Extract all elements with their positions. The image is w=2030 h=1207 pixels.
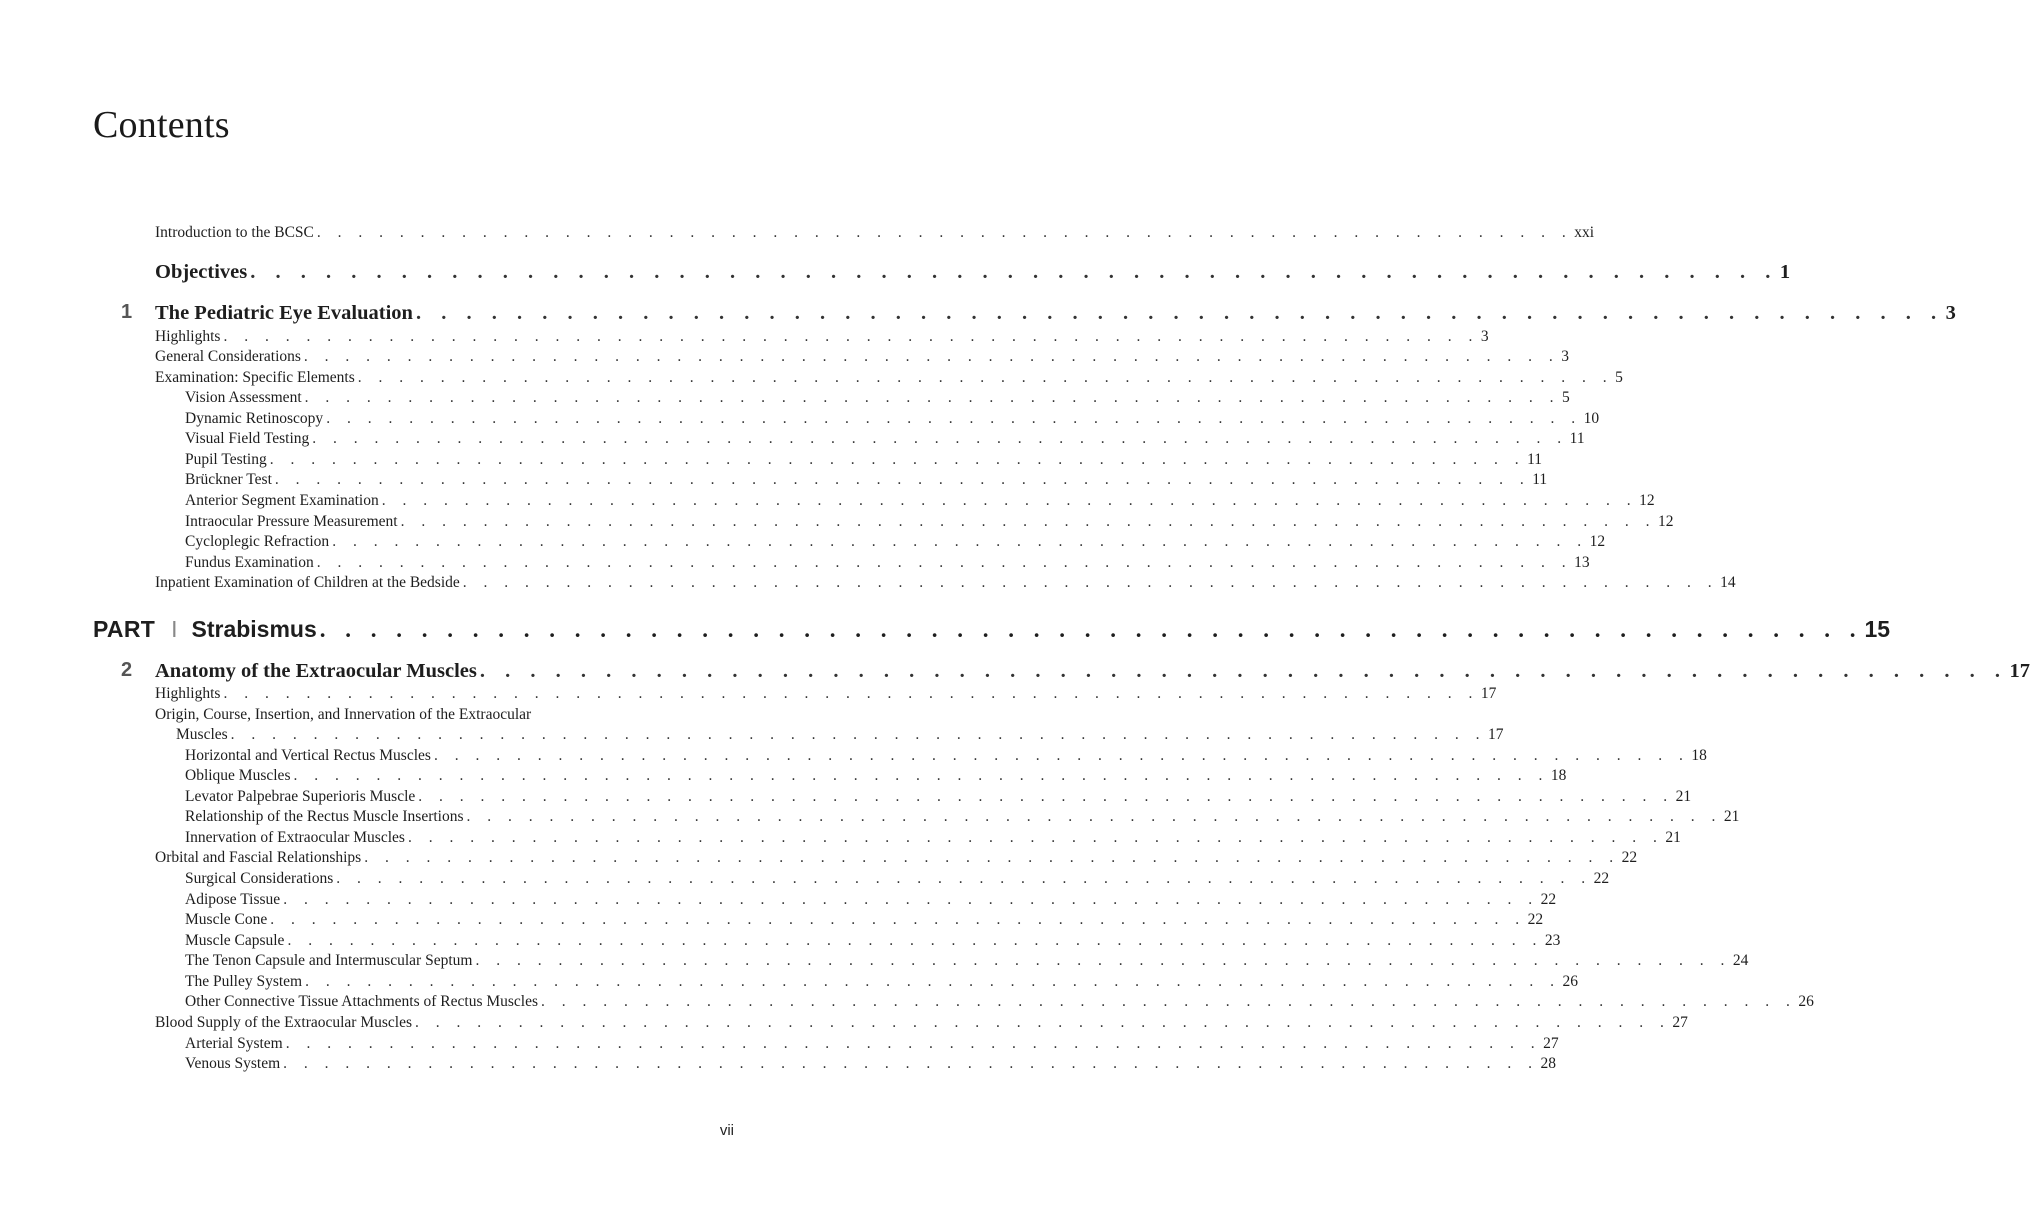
- dot-leader: . . . . . . . . . . . . . . . . . . . . . . . . . . . . . . . . . . . . . . . . . . . . . . . . . . . . . . . . . . . . .: [479, 660, 2008, 682]
- toc-entry-page: 17: [1488, 726, 1504, 743]
- toc-entry-page: 17: [1480, 685, 1497, 702]
- dot-leader: . . . . . . . . . . . . . . . . . . . . . . . . . . . . . . . . . . . . . . . . . . . . . . . . . . . . . . . . . . . . .: [312, 430, 1568, 447]
- dot-leader: . . . . . . . . . . . . . . . . . . . . . . . . . . . . . . . . . . . . . . . . . . . . . . . . . . . . . . . . . . . . .: [270, 911, 1526, 928]
- chapter-number: 1: [121, 301, 133, 323]
- toc-entry-page: 12: [1658, 513, 1674, 530]
- dot-leader: . . . . . . . . . . . . . . . . . . . . . . . . . . . . . . . . . . . . . . . . . . . . . . . . . . . . . . . . . . . . .: [283, 1055, 1539, 1072]
- toc-entry-text: The Tenon Capsule and Intermuscular Septum: [185, 952, 473, 969]
- dot-leader: . . . . . . . . . . . . . . . . . . . . . . . . . . . . . . . . . . . . . . . . . . . . . . . . . . . . . . . . . . . . .: [462, 574, 1719, 591]
- toc-entry-text: Introduction to the BCSC: [155, 224, 314, 241]
- toc-entry-page: 11: [1527, 451, 1543, 468]
- chapter-page: 17: [2009, 660, 2030, 682]
- dot-leader: . . . . . . . . . . . . . . . . . . . . . . . . . . . . . . . . . . . . . . . . . . . . . . . . . . . . . . . . . . . . .: [475, 952, 1731, 969]
- toc-entry-text: Objectives: [155, 261, 248, 283]
- toc-entry: [155, 1013, 1688, 1033]
- toc-subentry: [185, 553, 1590, 573]
- part-page: 15: [1864, 616, 1891, 642]
- toc-entry-page: 28: [1540, 1055, 1557, 1072]
- toc-entry-page: 12: [1639, 492, 1655, 509]
- toc-entry-text: Highlights: [155, 685, 221, 702]
- toc-entry-text: General Considerations: [155, 348, 301, 365]
- toc-entry-text: Examination: Specific Elements: [155, 369, 355, 386]
- toc-entry-page: 27: [1543, 1035, 1559, 1052]
- toc-entry-text: Dynamic Retinoscopy: [185, 410, 324, 427]
- dot-leader: . . . . . . . . . . . . . . . . . . . . . . . . . . . . . . . . . . . . . . . . . . . . . . . . . . . . . . . . . . . . .: [407, 829, 1664, 846]
- toc-chapter-heading: [155, 658, 2030, 684]
- dot-leader: . . . . . . . . . . . . . . . . . . . . . . . . . . . . . . . . . . . . . . . . . . . . . . . . . . . . . . . . . . . . .: [223, 328, 1479, 345]
- toc-subentry: [185, 1034, 1559, 1054]
- toc-entry: [155, 848, 1638, 868]
- toc-entry-page: 22: [1540, 891, 1557, 908]
- dot-leader: . . . . . . . . . . . . . . . . . . . . . . . . . . . . . . . . . . . . . . . . . . . . . . . . . . . . . . . . . . . . .: [223, 685, 1479, 702]
- dot-leader: . . . . . . . . . . . . . . . . . . . . . . . . . . . . . . . . . . . . . . . . . . . . . . . . . . . . . . . . . . . . .: [305, 973, 1561, 990]
- toc-entry-text: Highlights: [155, 328, 221, 345]
- dot-leader: . . . . . . . . . . . . . . . . . . . . . . . . . . . . . . . . . . . . . . . . . . . . . . . . . . . . . . . . . . . . .: [230, 726, 1487, 743]
- toc-entry-page: 24: [1732, 952, 1749, 969]
- toc-entry-text: Blood Supply of the Extraocular Muscles: [155, 1014, 412, 1031]
- page-number: vii: [719, 1122, 734, 1139]
- toc-entry-text: Levator Palpebrae Superioris Muscle: [185, 788, 416, 805]
- toc-subentry: [185, 828, 1681, 848]
- toc-subentry: [185, 787, 1692, 807]
- toc-entry-text: Vision Assessment: [185, 389, 302, 406]
- toc-entry-text: Relationship of the Rectus Muscle Insertions: [185, 808, 464, 825]
- toc-entry-text: The Pulley System: [185, 973, 303, 990]
- toc-entry-text: Arterial System: [185, 1035, 283, 1052]
- toc-entry-page: 3: [1561, 348, 1570, 365]
- chapter-title: Anatomy of the Extraocular Muscles: [155, 660, 477, 682]
- toc-subentry: [185, 491, 1655, 511]
- toc-entry-page: 12: [1589, 533, 1606, 550]
- toc-entry-page: 18: [1550, 767, 1567, 784]
- toc-entry-objectives: [155, 259, 1791, 285]
- toc-entry-page: 21: [1723, 808, 1740, 825]
- toc-entry-text: Intraocular Pressure Measurement: [185, 513, 398, 530]
- toc-entry-continuation: [176, 725, 1504, 745]
- dot-leader: . . . . . . . . . . . . . . . . . . . . . . . . . . . . . . . . . . . . . . . . . . . . . . . . . . . . . . . . . . . . .: [303, 348, 1560, 365]
- toc-entry-text: Surgical Considerations: [185, 870, 334, 887]
- toc-entry-text: Oblique Muscles: [185, 767, 291, 784]
- page-title: Contents: [93, 104, 230, 146]
- toc-entry: [155, 705, 734, 725]
- toc-entry-page: 3: [1480, 328, 1489, 345]
- toc-subentry: [185, 532, 1606, 552]
- toc-entry-page: 22: [1621, 849, 1638, 866]
- dot-leader: . . . . . . . . . . . . . . . . . . . . . . . . . . . . . . . . . . . . . . . . . . . . . . . . . . . . . . . . . . . . .: [336, 870, 1592, 887]
- toc-subentry: [185, 869, 1610, 889]
- toc-subentry: [185, 972, 1578, 992]
- part-heading: [93, 614, 1891, 644]
- dot-leader: . . . . . . . . . . . . . . . . . . . . . . . . . . . . . . . . . . . . . . . . . . . . . . . . . . . . . . . . . . . . .: [283, 891, 1539, 908]
- toc-entry-page: 21: [1675, 788, 1692, 805]
- dot-leader: . . . . . . . . . . . . . . . . . . . . . . . . . . . . . . . . . . . . . . . . . . . . . . . . . . . . . . . . . . . . .: [304, 389, 1560, 406]
- toc-entry-text: Orbital and Fascial Relationships: [155, 849, 362, 866]
- toc-subentry: [185, 910, 1544, 930]
- dot-leader: . . . . . . . . . . . . . . . . . . . . . . . . . . . . . . . . . . . . . . . . . . . . . . . . . . . . . . . . . . . . .: [357, 369, 1614, 386]
- toc-entry-introduction: [155, 223, 1595, 243]
- toc-subentry: [185, 746, 1707, 766]
- toc-entry-text: Anterior Segment Examination: [185, 492, 379, 509]
- dot-leader: . . . . . . . . . . . . . . . . . . . . . . . . . . . . . . . . . . . . . . . . . . . . . . . . . . . . . . . . . . . . .: [381, 492, 1638, 509]
- dot-leader: . . . . . . . . . . . . . . . . . . . . . . . . . . . . . . . . . . . . . . . . . . . . . . . . . . . . . . . . . . . . .: [364, 849, 1620, 866]
- toc-entry-page: 5: [1562, 389, 1570, 406]
- toc-subentry: [185, 890, 1557, 910]
- toc-entry: [155, 573, 1736, 593]
- toc-entry-text: Innervation of Extraocular Muscles: [185, 829, 405, 846]
- dot-leader: . . . . . . . . . . . . . . . . . . . . . . . . . . . . . . . . . . . . . . . . . . . . . . . . . . . . . . . . . . . . .: [466, 808, 1722, 825]
- toc-entry-text: Cycloplegic Refraction: [185, 533, 330, 550]
- toc-entry-text: Adipose Tissue: [185, 891, 281, 908]
- dot-leader: . . . . . . . . . . . . . . . . . . . . . . . . . . . . . . . . . . . . . . . . . . . . . . . . . . . . . . . . . . . . .: [269, 451, 1526, 468]
- dot-leader: . . . . . . . . . . . . . . . . . . . . . . . . . . . . . . . . . . . . . . . . . . . . . . . . . . . . . . . . . . . . .: [400, 513, 1656, 530]
- toc-subentry: [185, 1054, 1557, 1074]
- part-label: PART: [93, 616, 156, 642]
- toc-entry: [155, 368, 1623, 388]
- chapter-title: The Pediatric Eye Evaluation: [155, 302, 413, 324]
- dot-leader: . . . . . . . . . . . . . . . . . . . . . . . . . . . . . . . . . . . . . . . . . . . . . . . . . . . . . . . . . . . . .: [287, 932, 1543, 949]
- toc-entry: [155, 347, 1570, 367]
- toc-entry-page: 23: [1544, 932, 1561, 949]
- toc-entry: [155, 684, 1497, 704]
- toc-subentry: [185, 951, 1749, 971]
- toc-entry-page: 5: [1615, 369, 1623, 386]
- toc-entry-text: Venous System: [185, 1055, 281, 1072]
- toc-entry-text: Brückner Test: [185, 471, 272, 488]
- dot-leader: . . . . . . . . . . . . . . . . . . . . . . . . . . . . . . . . . . . . . . . . . . . . . . . . . . . . . . . . . . . . .: [415, 302, 1944, 324]
- dot-leader: . . . . . . . . . . . . . . . . . . . . . . . . . . . . . . . . . . . . . . . . . . . . . . . . . . . . . . . . . . . . .: [250, 261, 1778, 283]
- toc-entry-page: 11: [1532, 471, 1548, 488]
- dot-leader: . . . . . . . . . . . . . . . . . . . . . . . . . . . . . . . . . . . . . . . . . . . . . . . . . . . . . . . . . . . . .: [316, 224, 1573, 241]
- toc-entry-text: Fundus Examination: [185, 554, 314, 571]
- toc-entry-page: 22: [1593, 870, 1610, 887]
- toc-entry-text: Muscle Capsule: [185, 932, 285, 949]
- toc-entry-page: xxi: [1574, 224, 1595, 241]
- toc-subentry: [185, 512, 1674, 532]
- dot-leader: . . . . . . . . . . . . . . . . . . . . . . . . . . . . . . . . . . . . . . . . . . . . . . . . . . . . . . . . . . . . .: [415, 1014, 1671, 1031]
- dot-leader: . . . . . . . . . . . . . . . . . . . . . . . . . . . . . . . . . . . . . . . . . . . . . . . . . . . . . . . . . . . . .: [433, 747, 1690, 764]
- toc-subentry: [185, 409, 1600, 429]
- toc-entry-text: Origin, Course, Insertion, and Innervation of the Extraocular: [155, 706, 532, 723]
- toc-entry-page: 27: [1672, 1014, 1688, 1031]
- chapter-page: 3: [1945, 302, 1956, 324]
- toc-entry-page: 11: [1569, 430, 1585, 447]
- toc-entry-page: 14: [1720, 574, 1736, 591]
- toc-subentry: [185, 807, 1740, 827]
- toc-subentry: [185, 766, 1567, 786]
- toc-subentry: [185, 388, 1570, 408]
- toc-entry-text: Inpatient Examination of Children at the Bedside: [155, 574, 460, 591]
- dot-leader: . . . . . . . . . . . . . . . . . . . . . . . . . . . . . . . . . . . . . . . . . . . . . . . . . . . . . . . . . . . . .: [316, 554, 1573, 571]
- toc-subentry: [185, 992, 1814, 1012]
- dot-leader: . . . . . . . . . . . . . . . . . . . . . . . . . . . . . . . . . . . . . . . . . . . . . . . . . . . . . . . . . . . . .: [274, 471, 1531, 488]
- toc-entry-text: Pupil Testing: [185, 451, 267, 468]
- toc-entry-page: 1: [1779, 261, 1791, 283]
- dot-leader: . . . . . . . . . . . . . . . . . . . . . . . . . . . . . . . . . . . . . . . . . . . . . . . . . . . . . . . . . . . . .: [285, 1035, 1542, 1052]
- part-title: Strabismus: [191, 616, 317, 642]
- chapter-number: 2: [121, 659, 133, 681]
- dot-leader: . . . . . . . . . . . . . . . . . . . . . . . . . . . . . . . . . . . . . . . . . . . . . . . . . . . . . . . . . . . . .: [293, 767, 1549, 784]
- toc-subentry: [185, 429, 1585, 449]
- toc-subentry: [185, 931, 1561, 951]
- toc-entry-text: Muscles: [176, 726, 228, 743]
- dot-leader: . . . . . . . . . . . . . . . . . . . . . . . . . . . . . . . . . . . . . . . . . . . . . . . . . . . . . . . . . . . . .: [418, 788, 1674, 805]
- toc-entry-page: 10: [1583, 410, 1600, 427]
- part-numeral: I: [171, 616, 178, 642]
- toc-entry-page: 26: [1562, 973, 1578, 990]
- dot-leader: . . . . . . . . . . . . . . . . . . . . . . . . . . . . . . . . . . . . . . . . . . . . . . . . . . . . . . . . . . . . .: [319, 617, 1863, 642]
- toc-entry-text: Muscle Cone: [185, 911, 268, 928]
- dot-leader: . . . . . . . . . . . . . . . . . . . . . . . . . . . . . . . . . . . . . . . . . . . . . . . . . . . . . . . . . . . . .: [332, 533, 1588, 550]
- toc-entry-text: Visual Field Testing: [185, 430, 310, 447]
- toc-entry-page: 21: [1665, 829, 1681, 846]
- toc-entry-page: 13: [1574, 554, 1590, 571]
- toc-subentry: [185, 470, 1548, 490]
- toc-subentry: [185, 450, 1543, 470]
- toc-entry-text: Other Connective Tissue Attachments of Rectus Muscles: [185, 993, 539, 1010]
- toc-entry-page: 26: [1798, 993, 1814, 1010]
- toc-entry-page: 18: [1691, 747, 1707, 764]
- toc-entry-page: 22: [1527, 911, 1544, 928]
- toc-chapter-heading: [155, 300, 1956, 326]
- dot-leader: . . . . . . . . . . . . . . . . . . . . . . . . . . . . . . . . . . . . . . . . . . . . . . . . . . . . . . . . . . . . .: [326, 410, 1582, 427]
- toc-entry-text: Horizontal and Vertical Rectus Muscles: [185, 747, 431, 764]
- dot-leader: . . . . . . . . . . . . . . . . . . . . . . . . . . . . . . . . . . . . . . . . . . . . . . . . . . . . . . . . . . . . .: [541, 993, 1797, 1010]
- toc-entry: [155, 327, 1489, 347]
